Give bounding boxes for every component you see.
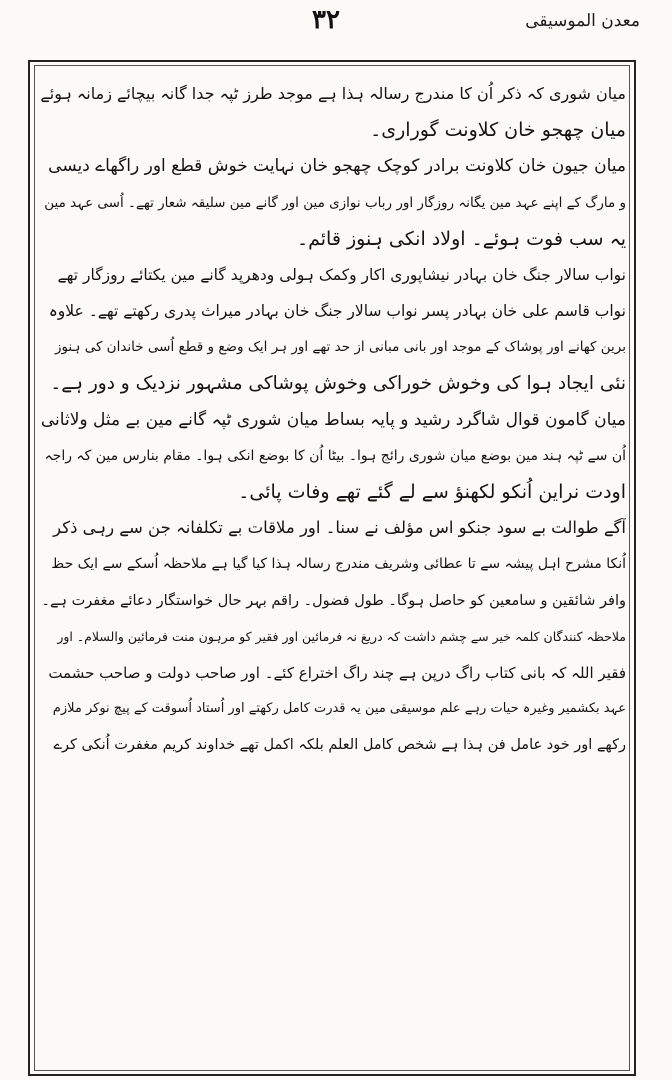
text-line: برین کھانے اور پوشاک کے موجد اور بانی مبانی از حد تھے اور ہر ایک وضع و قطع اُسی خاندان کی ہنوز <box>54 339 626 356</box>
text-line: اودت نراین اُنکو لکھنؤ سے لے گئے تھے وفات پائی۔ <box>238 481 626 504</box>
text-line: ملاحظہ کنندگان کلمہ خیر سے چشم داشت کہ دریغ نہ فرمائین اور فقیر کو مرہون منت فرمائین والسلام۔ اور <box>57 628 626 644</box>
text-line: فقیر اللہ کہ بانی کتاب راگ درپن ہے چند راگ اختراع کئے۔ اور صاحب دولت و صاحب حشمت <box>48 664 626 682</box>
text-line: آگے طوالت بے سود جنکو اس مؤلف نے سنا۔ اور ملاقات بے تکلفانہ جن سے رہی ذکر <box>53 518 626 538</box>
page-number: ۳۲ <box>312 5 340 35</box>
text-line: میان شوری کہ ذکر اُن کا مندرج رسالہ ہذا ہے موجد طرز ٹپہ جدا گانہ بیچائے زمانہ ہوئے <box>40 84 626 103</box>
text-line: یہ سب فوت ہوئے۔ اولاد انکی ہنوز قائم۔ <box>296 227 626 250</box>
text-line: نواب قاسم علی خان بہادر پسر نواب سالار جنگ خان بہادر میراث پدری رکھتے تھے۔ علاوہ <box>48 302 626 321</box>
text-line: عہد بکشمیر وغیرہ حیات رہے علم موسیقی مین یہ قدرت کامل رکھتے اور اُستاد اُسوقت کے پیچ نوکر ملازم <box>52 701 626 717</box>
text-line: میان چھجو خان کلاونت گوراری۔ <box>370 119 626 142</box>
text-line: میان جیون خان کلاونت برادر کوچک چھجو خان نہایت خوش قطع اور راگھاے دیسی <box>48 156 626 177</box>
text-line: وافر شائقین و سامعین کو حاصل ہوگا۔ طول فضول۔ راقم بہر حال خواستگار دعائے مغفرت ہے۔ <box>41 592 626 609</box>
running-head: معدن الموسیقی <box>525 11 640 31</box>
text-line: اُنکا مشرح اہل پیشہ سے تا عطائی وشریف مندرج رسالہ ہذا کیا گیا ہے ملاحظہ اُسکے سے ایک حظ <box>51 556 626 573</box>
text-line: نواب سالار جنگ خان بہادر نیشاپوری اکار وکمک ہولی ودھرپد گانے مین یکتائے روزگار تھے <box>57 265 626 284</box>
text-line: نئی ایجاد ہوا کی وخوش خوراکی وخوش پوشاکی مشہور نزدیک و دور ہے۔ <box>50 372 626 394</box>
body-text <box>40 76 626 764</box>
page-header <box>0 0 672 56</box>
text-line: اُن سے ٹپہ ہند مین بوضع میان شوری رائج ہوا۔ بیٹا اُن کا بوضع انکی ہوا۔ مقام بنارس مین کہ راجہ <box>44 447 626 464</box>
text-line: و مارگ کے اپنے عہد مین یگانہ روزگار اور رباب نوازی مین اور گانے مین سلیقہ شعار تھے۔ اُسی عہد مین <box>44 194 626 211</box>
text-line: میان گامون قوال شاگرد رشید و پایہ بساط میان شوری ٹپہ گانے مین بے مثل ولاثانی <box>40 409 626 430</box>
text-line: رکھے اور خود عامل فن ہذا ہے شخص کامل العلم بلکہ اکمل تھے خداوند کریم مغفرت اُنکی کرے <box>53 737 626 754</box>
